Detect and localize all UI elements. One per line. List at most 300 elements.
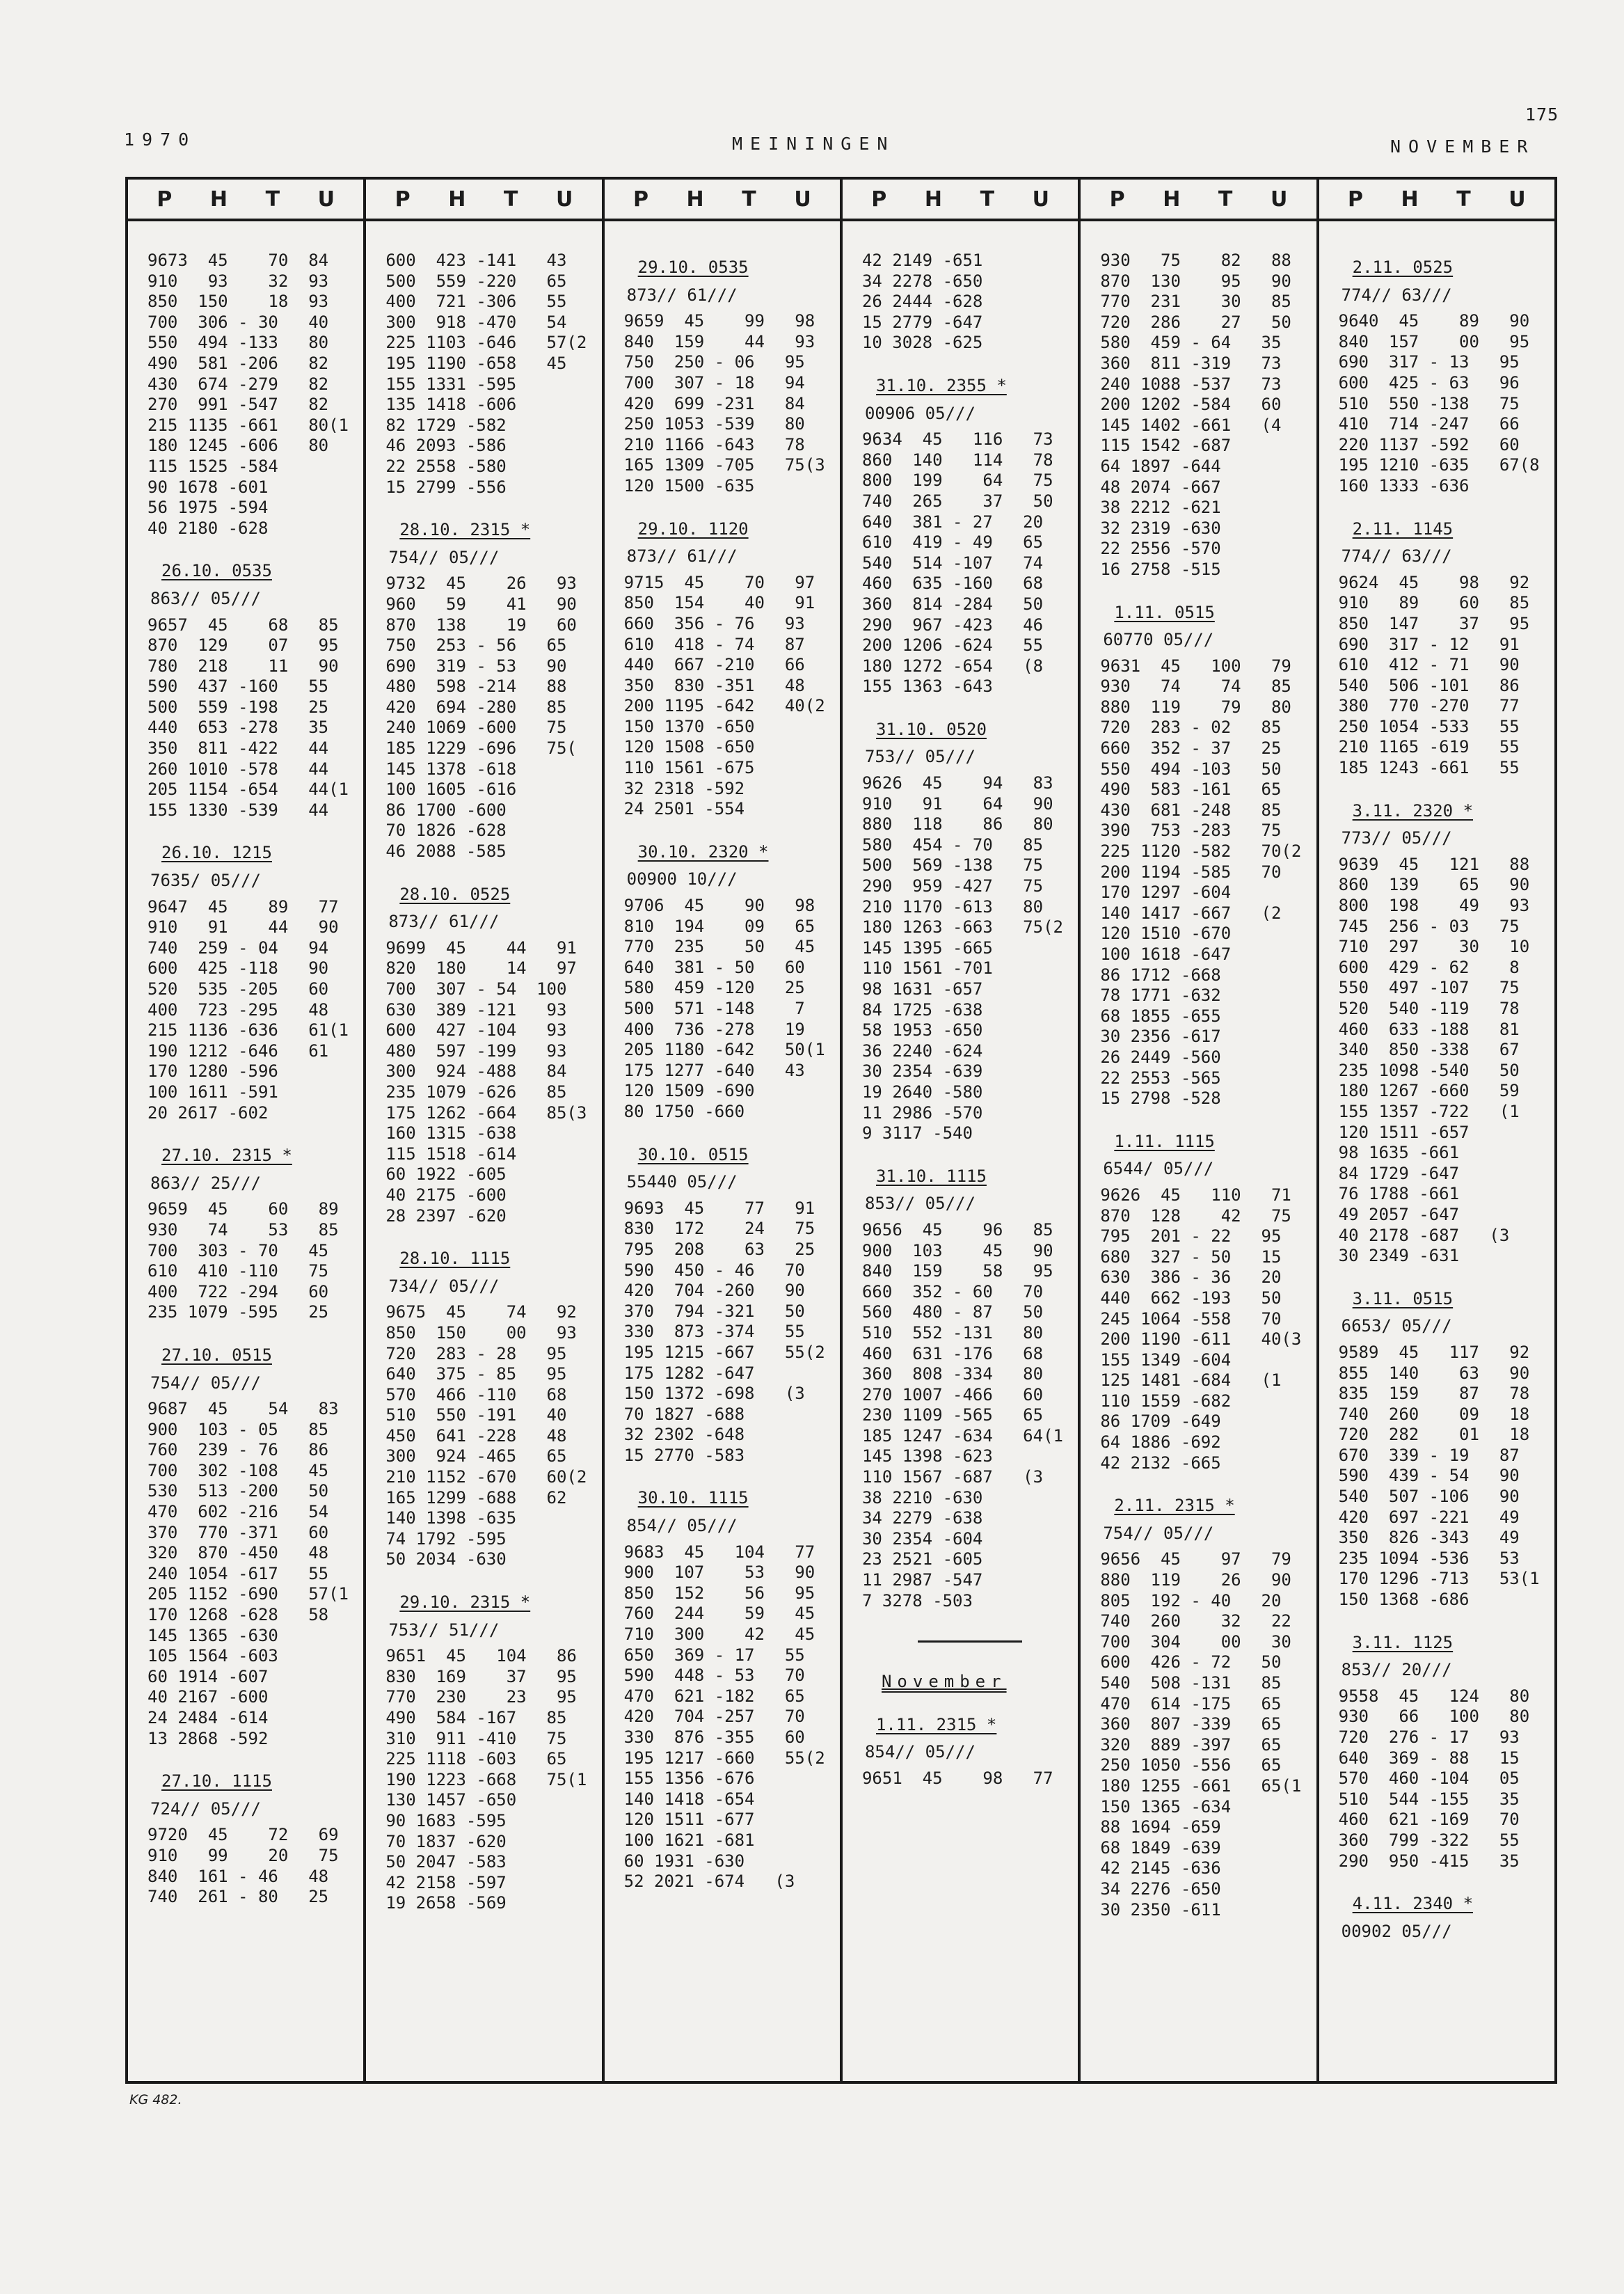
data-row: 850 150 18 93	[148, 292, 329, 312]
year-label: 1970	[124, 129, 197, 150]
data-row: 710 297 30 10	[1338, 937, 1530, 957]
month-label: NOVEMBER	[1390, 136, 1536, 157]
data-row: 855 140 63 90	[1338, 1363, 1530, 1383]
data-row: 225 1120 -582 70(2	[1100, 841, 1302, 862]
data-row: 245 1064 -558 70	[1100, 1308, 1282, 1329]
data-row: 175 1262 -664 85(3	[385, 1102, 587, 1123]
data-row: 500 559 -198 25	[148, 697, 329, 717]
data-row: 70 1837 -620	[385, 1831, 507, 1851]
data-row: 90 1678 -601	[148, 477, 269, 497]
sounding-date: 28.10. 2315 *	[399, 520, 531, 540]
data-row: 120 1511 -657	[1338, 1122, 1470, 1142]
sounding-group: 863// 05///	[150, 588, 261, 608]
spacer	[862, 1144, 1072, 1160]
data-row: 720 276 - 17 93	[1338, 1727, 1520, 1747]
data-row: 9634 45 116 73	[861, 429, 1053, 450]
column-header	[843, 180, 1078, 221]
data-row: 270 1007 -466 60	[861, 1384, 1044, 1405]
data-row: 9631 45 100 79	[1100, 656, 1291, 676]
data-row: 270 991 -547 82	[148, 395, 329, 415]
data-row: 32 2319 -630	[1100, 518, 1221, 538]
data-row: 50 2047 -583	[385, 1852, 507, 1872]
data-row: 750 250 - 06 95	[623, 352, 805, 372]
data-row: 910 93 32 93	[148, 271, 329, 291]
data-row: 610 412 - 71 90	[1338, 655, 1520, 675]
data-row: 150 1368 -686	[1338, 1590, 1470, 1610]
data-row: 225 1103 -646 57(2	[385, 333, 587, 353]
sounding-group: 863// 25///	[150, 1173, 261, 1193]
data-row: 100 1618 -647	[1100, 944, 1232, 964]
header-u: U	[317, 187, 335, 212]
data-row: 30 2354 -604	[861, 1528, 983, 1549]
sounding-date: 31.10. 0520	[875, 719, 987, 739]
data-row: 600 426 - 72 50	[1100, 1652, 1282, 1672]
sounding-date: 27.10. 2315 *	[161, 1146, 292, 1166]
data-row: 46 2088 -585	[385, 841, 507, 862]
sounding-group: 854// 05///	[864, 1742, 976, 1762]
spacer	[148, 1323, 358, 1338]
station-name: MEININGEN	[732, 134, 895, 154]
data-row: 330 873 -374 55	[623, 1322, 805, 1342]
data-row: 9 3117 -540	[861, 1123, 973, 1144]
sounding-group: 00900 10///	[626, 869, 738, 889]
data-row: 420 694 -280 85	[385, 697, 567, 717]
spacer	[148, 1123, 358, 1139]
sounding-date: 1.11. 2315 *	[875, 1714, 997, 1734]
data-row: 610 418 - 74 87	[623, 634, 805, 654]
data-row: 500 571 -148 7	[623, 999, 805, 1018]
data-row: 115 1525 -584	[148, 456, 278, 476]
data-row: 910 91 64 90	[861, 793, 1053, 814]
spacer	[385, 1226, 596, 1242]
data-row: 290 967 -423 46	[861, 615, 1044, 635]
sounding-date: 31.10. 2355 *	[875, 375, 1007, 395]
data-row: 520 535 -205 60	[148, 979, 329, 999]
header-t: T	[980, 187, 995, 212]
data-row: 570 466 -110 68	[385, 1384, 567, 1405]
data-row: 510 544 -155 35	[1338, 1789, 1520, 1809]
data-row: 9720 45 72 69	[148, 1825, 339, 1845]
data-row: 400 722 -294 60	[148, 1281, 329, 1302]
data-row: 900 103 - 05 85	[148, 1419, 329, 1439]
data-row: 960 59 41 90	[385, 594, 577, 614]
header-t: T	[742, 187, 756, 212]
data-row: 160 1333 -636	[1338, 475, 1470, 496]
data-row: 745 256 - 03 75	[1338, 916, 1520, 936]
data-row: 135 1418 -606	[385, 395, 517, 415]
data-row: 40 2178 -687 (3	[1338, 1225, 1510, 1245]
sounding-group: 60770 05///	[1103, 630, 1214, 650]
data-row: 240 1054 -617 55	[148, 1563, 329, 1583]
data-row: 430 674 -279 82	[148, 374, 329, 394]
data-row: 660 352 - 37 25	[1100, 738, 1282, 759]
spacer	[862, 354, 1072, 369]
spacer	[624, 1466, 834, 1481]
header-u: U	[794, 187, 811, 212]
spacer	[148, 821, 358, 836]
data-row: 600 425 -118 90	[148, 958, 329, 979]
data-row: 530 513 -200 50	[148, 1481, 329, 1501]
data-row: 700 304 00 30	[1100, 1631, 1291, 1652]
data-row: 740 259 - 04 94	[148, 938, 329, 958]
data-row: 770 230 23 95	[385, 1687, 577, 1707]
sounding-group: 00902 05///	[1341, 1921, 1452, 1941]
data-row: 930 66 100 80	[1338, 1707, 1530, 1727]
data-row: 290 950 -415 35	[1338, 1851, 1520, 1871]
data-row: 930 74 53 85	[148, 1219, 339, 1240]
data-row: 850 147 37 95	[1338, 613, 1530, 633]
data-row: 210 1166 -643 78	[623, 434, 805, 454]
data-row: 840 159 58 95	[861, 1261, 1053, 1281]
data-row: 56 1975 -594	[148, 498, 269, 518]
table-column-2	[366, 180, 604, 2081]
data-row: 175 1277 -640 43	[623, 1060, 805, 1080]
header-p: P	[632, 187, 648, 212]
form-code: KG 482.	[129, 2092, 182, 2107]
data-row: 9657 45 68 85	[148, 615, 339, 635]
data-row: 155 1349 -604	[1100, 1350, 1232, 1370]
data-row: 20 2617 -602	[148, 1102, 269, 1123]
data-row: 125 1481 -684 (1	[1100, 1370, 1282, 1391]
sounding-group: 753// 51///	[388, 1620, 500, 1640]
data-row: 215 1136 -636 61(1	[148, 1020, 349, 1041]
data-row: 34 2279 -638	[861, 1508, 983, 1528]
data-row: 350 830 -351 48	[623, 675, 805, 695]
data-row: 770 231 30 85	[1100, 292, 1291, 312]
data-row: 400 723 -295 48	[148, 999, 329, 1020]
data-row: 700 307 - 54 100	[385, 979, 567, 999]
data-row: 130 1457 -650	[385, 1790, 517, 1810]
data-row: 185 1229 -696 75(	[385, 738, 577, 759]
column-header	[1319, 180, 1554, 221]
data-row: 110 1561 -675	[623, 758, 755, 778]
data-row: 9640 45 89 90	[1338, 311, 1530, 331]
data-row: 165 1309 -705 75(3	[623, 455, 825, 475]
data-row: 840 159 44 93	[623, 331, 815, 351]
column-header	[128, 180, 363, 221]
data-table	[125, 177, 1557, 2084]
data-row: 210 1165 -619 55	[1338, 737, 1520, 757]
spacer	[862, 1611, 1072, 1627]
data-row: 850 154 40 91	[623, 593, 815, 613]
data-row: 640 381 - 50 60	[623, 957, 805, 977]
data-row: 110 1559 -682	[1100, 1391, 1232, 1411]
spacer	[862, 1656, 1072, 1672]
spacer	[1339, 497, 1549, 512]
data-row: 450 641 -228 48	[385, 1425, 567, 1446]
sounding-date: 1.11. 0515	[1114, 602, 1215, 622]
data-row: 145 1378 -618	[385, 759, 517, 779]
spacer	[1100, 1109, 1310, 1125]
data-row: 800 198 49 93	[1338, 896, 1530, 916]
data-row: 120 1500 -635	[623, 475, 755, 496]
data-row: 24 2484 -614	[148, 1708, 269, 1727]
data-row: 160 1315 -638	[385, 1123, 517, 1144]
spacer	[148, 1749, 358, 1764]
spacer	[1339, 1267, 1549, 1282]
sounding-date: 27.10. 0515	[161, 1345, 272, 1365]
data-row: 9656 45 96 85	[861, 1219, 1053, 1240]
data-row: 170 1296 -713 53(1	[1338, 1569, 1540, 1589]
column-body	[128, 221, 363, 1908]
data-row: 205 1154 -654 44(1	[148, 780, 349, 800]
data-row: 235 1079 -626 85	[385, 1082, 567, 1102]
header-h: H	[1163, 187, 1181, 212]
data-row: 820 180 14 97	[385, 958, 577, 979]
data-row: 22 2553 -565	[1100, 1068, 1221, 1088]
data-row: 300 918 -470 54	[385, 312, 567, 332]
data-row: 38 2212 -621	[1100, 498, 1221, 518]
data-row: 640 381 - 27 20	[861, 512, 1044, 532]
data-row: 550 494 -103 50	[1100, 759, 1282, 779]
data-row: 420 704 -260 90	[623, 1281, 805, 1301]
sounding-date: 3.11. 1125	[1352, 1632, 1454, 1652]
spacer	[1339, 779, 1549, 794]
data-row: 74 1792 -595	[385, 1528, 507, 1549]
data-row: 195 1210 -635 67(8	[1338, 455, 1540, 475]
data-row: 120 1508 -650	[623, 737, 755, 757]
data-row: 660 356 - 76 93	[623, 613, 805, 633]
data-row: 700 302 -108 45	[148, 1460, 329, 1480]
data-row: 155 1331 -595	[385, 374, 517, 394]
data-row: 155 1357 -722 (1	[1338, 1101, 1520, 1121]
data-row: 490 583 -161 65	[1100, 780, 1282, 800]
data-row: 400 721 -306 55	[385, 292, 567, 312]
data-row: 690 319 - 53 90	[385, 656, 567, 676]
data-row: 460 631 -176 68	[861, 1343, 1044, 1363]
data-row: 155 1356 -676	[623, 1769, 755, 1789]
data-row: 110 1561 -701	[861, 958, 993, 979]
sounding-group: 55440 05///	[626, 1172, 738, 1192]
data-row: 9673 45 70 84	[148, 251, 329, 270]
data-row: 76 1788 -661	[1338, 1184, 1460, 1204]
data-row: 155 1363 -643	[861, 677, 993, 697]
data-row: 795 208 63 25	[623, 1239, 815, 1259]
sounding-group: 753// 05///	[864, 747, 976, 767]
header-u: U	[1508, 187, 1526, 212]
sounding-group: 774// 63///	[1341, 285, 1452, 305]
data-row: 110 1567 -687 (3	[861, 1467, 1044, 1487]
sounding-date: 3.11. 2320 *	[1352, 800, 1474, 821]
data-row: 180 1263 -663 75(2	[861, 917, 1063, 938]
sounding-date: 1.11. 1115	[1114, 1131, 1215, 1151]
data-row: 150 1372 -698 (3	[623, 1384, 805, 1404]
sounding-date: 29.10. 2315 *	[399, 1592, 531, 1613]
sounding-date: 30.10. 0515	[637, 1144, 749, 1164]
sounding-date: 4.11. 2340 *	[1352, 1894, 1474, 1914]
sounding-group: 7635/ 05///	[150, 871, 261, 891]
data-row: 470 621 -182 65	[623, 1686, 805, 1706]
data-row: 46 2093 -586	[385, 436, 507, 456]
data-row: 60 1922 -605	[385, 1164, 507, 1185]
data-row: 670 339 - 19 87	[1338, 1445, 1520, 1465]
sounding-date: 2.11. 2315 *	[1114, 1496, 1235, 1516]
data-row: 660 352 - 60 70	[861, 1281, 1044, 1302]
data-row: 235 1079 -595 25	[148, 1302, 329, 1322]
data-row: 120 1511 -677	[623, 1810, 755, 1830]
data-row: 870 129 07 95	[148, 635, 339, 656]
data-row: 600 425 - 63 96	[1338, 372, 1520, 393]
sounding-date: 28.10. 1115	[399, 1249, 511, 1269]
data-row: 300 924 -465 65	[385, 1446, 567, 1466]
data-row: 140 1417 -667 (2	[1100, 903, 1282, 923]
data-row: 480 598 -214 88	[385, 677, 567, 697]
data-row: 690 317 - 12 91	[1338, 634, 1520, 654]
data-row: 190 1223 -668 75(1	[385, 1769, 587, 1789]
separator-line	[918, 1640, 1022, 1643]
data-row: 19 2640 -580	[861, 1082, 983, 1102]
data-row: 500 569 -138 75	[861, 855, 1044, 876]
data-row: 550 497 -107 75	[1338, 978, 1520, 998]
header-t: T	[1218, 187, 1233, 212]
sounding-date: 26.10. 0535	[161, 561, 272, 581]
data-row: 70 1827 -688	[623, 1404, 745, 1424]
data-row: 60 1931 -630	[623, 1851, 745, 1871]
sounding-group: 6653/ 05///	[1341, 1316, 1452, 1336]
data-row: 170 1268 -628 58	[148, 1605, 329, 1625]
data-row: 9651 45 104 86	[385, 1646, 577, 1666]
data-row: 175 1282 -647	[623, 1363, 755, 1383]
data-row: 11 2987 -547	[861, 1570, 983, 1590]
data-row: 910 99 20 75	[148, 1845, 339, 1865]
data-row: 98 1635 -661	[1338, 1143, 1460, 1163]
data-row: 930 74 74 85	[1100, 677, 1291, 697]
data-row: 220 1137 -592 60	[1338, 434, 1520, 454]
data-row: 34 2276 -650	[1100, 1878, 1221, 1899]
data-row: 510 550 -191 40	[385, 1405, 567, 1425]
data-row: 860 140 114 78	[861, 450, 1053, 470]
data-row: 590 439 - 54 90	[1338, 1466, 1520, 1486]
data-row: 7 3278 -503	[861, 1590, 973, 1611]
data-row: 440 662 -193 50	[1100, 1288, 1282, 1308]
spacer	[624, 497, 834, 512]
data-row: 460 633 -188 81	[1338, 1019, 1520, 1039]
data-row: 15 2798 -528	[1100, 1089, 1221, 1109]
data-row: 840 157 00 95	[1338, 331, 1530, 351]
data-row: 500 559 -220 65	[385, 271, 567, 291]
data-row: 68 1849 -639	[1100, 1837, 1221, 1858]
data-row: 60 1914 -607	[148, 1666, 269, 1686]
data-row: 600 429 - 62 8	[1338, 957, 1520, 977]
sounding-group: 854// 05///	[626, 1516, 738, 1536]
table-column-3	[605, 180, 843, 2081]
data-row: 84 1729 -647	[1338, 1163, 1460, 1183]
data-row: 250 1054 -533 55	[1338, 716, 1520, 736]
data-row: 910 89 60 85	[1338, 593, 1530, 613]
sounding-group: 774// 63///	[1341, 546, 1452, 567]
data-row: 120 1510 -670	[1100, 924, 1232, 944]
data-row: 140 1398 -635	[385, 1508, 517, 1528]
data-row: 30 2356 -617	[1100, 1027, 1221, 1047]
data-row: 9651 45 98 77	[861, 1769, 1053, 1788]
data-row: 34 2278 -650	[861, 271, 983, 291]
data-row: 9675 45 74 92	[385, 1302, 577, 1322]
sounding-group: 734// 05///	[388, 1276, 500, 1296]
data-row: 460 635 -160 68	[861, 574, 1044, 594]
data-row: 86 1709 -649	[1100, 1411, 1221, 1432]
data-row: 155 1330 -539 44	[148, 800, 329, 820]
data-row: 15 2799 -556	[385, 477, 507, 497]
data-row: 360 808 -334 80	[861, 1364, 1044, 1384]
data-row: 370 770 -371 60	[148, 1522, 329, 1542]
data-row: 36 2240 -624	[861, 1041, 983, 1061]
sounding-date: 2.11. 1145	[1352, 519, 1454, 539]
sounding-group: 6544/ 05///	[1103, 1159, 1214, 1179]
data-row: 9683 45 104 77	[623, 1542, 815, 1562]
column-header	[605, 180, 840, 221]
data-row: 9558 45 124 80	[1338, 1686, 1530, 1706]
data-row: 330 876 -355 60	[623, 1727, 805, 1747]
data-row: 42 2132 -665	[1100, 1453, 1221, 1473]
data-row: 90 1683 -595	[385, 1810, 507, 1830]
data-row: 360 811 -319 73	[1100, 353, 1282, 373]
data-row: 580 459 -120 25	[623, 978, 805, 998]
column-body	[605, 221, 840, 1892]
data-row: 86 1712 -668	[1100, 965, 1221, 985]
data-row: 28 2397 -620	[385, 1205, 507, 1226]
spacer	[385, 1570, 596, 1585]
data-row: 150 1370 -650	[623, 716, 755, 736]
data-row: 115 1518 -614	[385, 1144, 517, 1164]
data-row: 610 419 - 49 65	[861, 532, 1044, 553]
table-column-1	[128, 180, 366, 2081]
data-row: 370 794 -321 50	[623, 1301, 805, 1321]
data-row: 185 1243 -661 55	[1338, 758, 1520, 778]
data-row: 490 581 -206 82	[148, 353, 329, 373]
sounding-group: 754// 05///	[150, 1373, 261, 1393]
sounding-group: 724// 05///	[150, 1798, 261, 1819]
data-row: 570 460 -104 05	[1338, 1769, 1520, 1789]
data-row: 195 1217 -660 55(2	[623, 1748, 825, 1768]
data-row: 580 454 - 70 85	[861, 834, 1044, 855]
data-row: 360 799 -322 55	[1338, 1830, 1520, 1850]
data-row: 30 2354 -639	[861, 1061, 983, 1082]
data-row: 400 736 -278 19	[623, 1019, 805, 1039]
data-row: 42 2158 -597	[385, 1872, 507, 1892]
data-row: 520 540 -119 78	[1338, 999, 1520, 1018]
data-row: 420 697 -221 49	[1338, 1507, 1520, 1527]
data-row: 32 2302 -648	[623, 1425, 745, 1445]
data-row: 9656 45 97 79	[1100, 1549, 1291, 1569]
data-row: 320 889 -397 65	[1100, 1734, 1282, 1755]
header-t: T	[503, 187, 518, 212]
data-row: 9659 45 60 89	[148, 1199, 339, 1219]
data-row: 58 1953 -650	[861, 1020, 983, 1041]
data-row: 42 2149 -651	[861, 251, 983, 270]
header-p: P	[871, 187, 887, 212]
header-u: U	[555, 187, 573, 212]
data-row: 80 1750 -660	[623, 1101, 745, 1121]
data-row: 510 552 -131 80	[861, 1322, 1044, 1343]
data-row: 750 253 - 56 65	[385, 635, 567, 656]
data-row: 540 514 -107 74	[861, 553, 1044, 573]
data-row: 180 1245 -606 80	[148, 436, 329, 456]
data-row: 850 150 00 93	[385, 1322, 577, 1343]
header-h: H	[686, 187, 704, 212]
column-body	[1081, 221, 1316, 1920]
data-row: 290 959 -427 75	[861, 876, 1044, 896]
data-row: 64 1897 -644	[1100, 456, 1221, 476]
data-row: 32 2318 -592	[623, 778, 745, 798]
header-t: T	[1456, 187, 1471, 212]
data-row: 600 423 -141 43	[385, 251, 567, 270]
header-p: P	[1347, 187, 1363, 212]
data-row: 430 681 -248 85	[1100, 800, 1282, 820]
sounding-group: 873// 61///	[388, 912, 500, 932]
data-row: 780 218 11 90	[148, 656, 339, 676]
data-row: 9659 45 99 98	[623, 311, 815, 331]
data-row: 40 2175 -600	[385, 1185, 507, 1205]
